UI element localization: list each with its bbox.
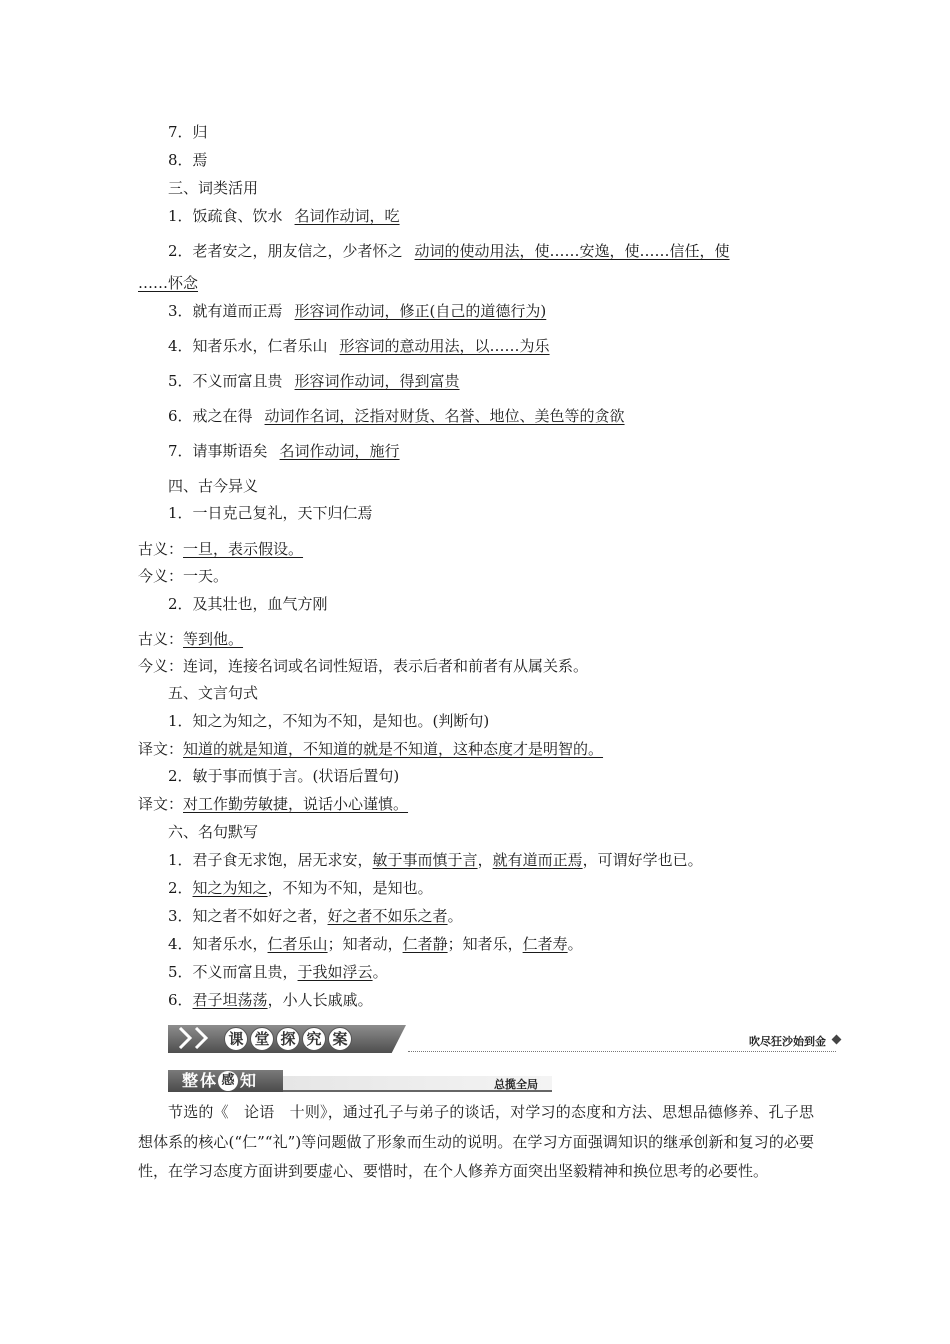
intro-paragraph: 节选的《 论语 十则》，通过孔子与弟子的谈话，对学习的态度和方法、思想品德修养、孔子思想体系的核心(“仁”“礼”)等问题做了形象而生动的说明。在学习方面强调知识的继承创新和复习的必要性，在学习态度方面讲到要虚心、要惜时，在个人修养方面突出坚毅精神和换位思考的必要性。 [138, 1103, 814, 1180]
banner-slogan: 吹尽狂沙始到金 [749, 1035, 826, 1048]
quote-line-6: 6．君子坦荡荡，小人长戚戚。 [168, 991, 373, 1009]
answer: 仁者乐山 [267, 935, 328, 953]
item-7-gui: 7．归 [168, 123, 208, 141]
subheader-title: 整 体 感 知 [182, 1071, 257, 1090]
quote-line-4: 4．知者乐水，仁者乐山；知者动，仁者静；知者乐，仁者寿。 [168, 935, 583, 953]
answer: 动词作名词，泛指对财货、名誉、地位、美色等的贪欲 [264, 407, 625, 425]
section-heading-5: 五、文言句式 [168, 684, 259, 702]
answer: ……怀念 [138, 274, 199, 292]
answer: 仁者静 [402, 935, 448, 953]
usage-line-3: 3．就有道而正焉 形容词作动词，修正(自己的道德行为) [168, 302, 547, 320]
usage-line-1: 1．饭疏食、饮水 名词作动词，吃 [168, 207, 400, 225]
answer: 敏于事而慎于言 [372, 851, 478, 869]
answer: 于我如浮云 [297, 963, 373, 981]
answer: 形容词作动词，得到富贵 [294, 372, 460, 390]
quote-line-1: 1．君子食无求饱，居无求安，敏于事而慎于言，就有道而正焉，可谓好学也已。 [168, 851, 703, 869]
chevron-right-icon [194, 1027, 208, 1049]
section-banner [168, 1021, 846, 1057]
answer: 名词作动词，吃 [294, 207, 400, 225]
gujin-item-1: 1．一日克己复礼，天下归仁焉 [168, 504, 373, 522]
answer: 形容词的意动用法，以……为乐 [339, 337, 550, 355]
item-8-yan: 8．焉 [168, 151, 208, 169]
usage-line-4: 4．知者乐水，仁者乐山 形容词的意动用法，以……为乐 [168, 337, 550, 355]
subsection-header [168, 1068, 552, 1094]
sentence-1-translation: 译文：知道的就是知道，不知道的就是不知道，这种态度才是明智的。 [138, 740, 604, 758]
answer: 君子坦荡荡 [192, 991, 268, 1009]
quote-line-3: 3．知之者不如好之者，好之者不如乐之者。 [168, 907, 463, 925]
answer: 形容词作动词，修正(自己的道德行为) [294, 302, 547, 320]
gujin-2-modern: 今义：连词，连接名词或名词性短语，表示后者和前者有从属关系。 [138, 657, 589, 675]
gujin-item-2: 2．及其壮也，血气方刚 [168, 595, 328, 613]
answer: 就有道而正焉 [492, 851, 583, 869]
usage-line-2: 2．老者安之，朋友信之，少者怀之 动词的使动用法，使……安逸，使……信任，使 [168, 242, 730, 260]
gujin-2-ancient: 古义：等到他。 [138, 630, 244, 648]
answer: 名词作动词，施行 [279, 442, 400, 460]
quote-line-2: 2．知之为知之，不知为不知，是知也。 [168, 879, 433, 897]
section-heading-6: 六、名句默写 [168, 823, 259, 841]
answer: 知之为知之 [192, 879, 268, 897]
subheader-note: 总揽全局 [494, 1078, 538, 1091]
usage-line-7: 7．请事斯语矣 名词作动词，施行 [168, 442, 400, 460]
usage-line-6: 6．戒之在得 动词作名词，泛指对财货、名誉、地位、美色等的贪欲 [168, 407, 625, 425]
quote-line-5: 5．不义而富且贵，于我如浮云。 [168, 963, 388, 981]
diamond-icon [832, 1035, 842, 1045]
sentence-item-1: 1．知之为知之，不知为不知，是知也。(判断句) [168, 712, 490, 730]
section-heading-4: 四、古今异义 [168, 477, 259, 495]
sentence-2-translation: 译文：对工作勤劳敏捷，说话小心谨慎。 [138, 795, 409, 813]
answer: 好之者不如乐之者 [327, 907, 448, 925]
gujin-1-modern: 今义：一天。 [138, 567, 229, 585]
gujin-1-ancient: 古义：一旦，表示假设。 [138, 540, 304, 558]
chevron-right-icon [178, 1027, 192, 1049]
answer: 等到他。 [183, 630, 244, 648]
answer: 一旦，表示假设。 [183, 540, 304, 558]
usage-line-2-cont [138, 273, 198, 293]
answer: 对工作勤劳敏捷，说话小心谨慎。 [183, 795, 409, 813]
answer: 动词的使动用法，使……安逸，使……信任，使 [414, 242, 730, 260]
banner-divider [408, 1051, 836, 1052]
answer: 知道的就是知道，不知道的就是不知道，这种态度才是明智的。 [183, 740, 604, 758]
section-heading-3: 三、词类活用 [168, 179, 259, 197]
usage-line-5: 5．不义而富且贵 形容词作动词，得到富贵 [168, 372, 460, 390]
banner-title: 课 堂 探 究 案 [224, 1027, 352, 1051]
answer: 仁者寿 [522, 935, 568, 953]
sentence-item-2: 2．敏于事而慎于言。(状语后置句) [168, 767, 400, 785]
